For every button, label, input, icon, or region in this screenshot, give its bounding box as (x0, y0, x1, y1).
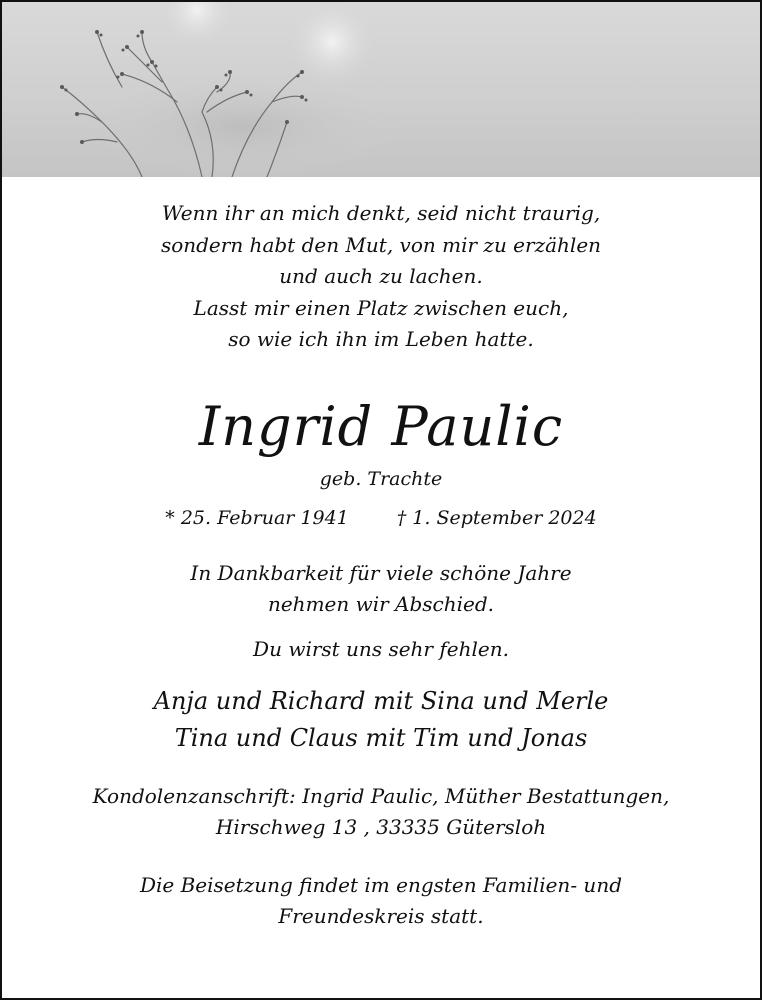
maiden-name: geb. Trachte (319, 467, 443, 490)
poem (2, 198, 760, 356)
address-line: Kondolenzanschrift: Ingrid Paulic, Müther Bestattungen, (92, 783, 670, 808)
thanks-line: In Dankbarkeit für viele schöne Jahre (190, 560, 572, 585)
thanks-line: nehmen wir Abschied. (267, 592, 495, 616)
family-members (2, 683, 760, 757)
death-date: † 1. September 2024 (396, 506, 597, 529)
family-line: Tina und Claus mit Tim und Jonas (174, 723, 588, 752)
obituary-text (2, 177, 760, 933)
missed-text: Du wirst uns sehr fehlen. (253, 636, 509, 661)
life-dates (2, 505, 760, 531)
dried-flowers-illustration (2, 2, 760, 177)
condolence-address (2, 781, 760, 844)
family-line: Anja und Richard mit Sina und Merle (153, 686, 609, 715)
poem-line: so wie ich ihn im Leben hatte. (228, 327, 534, 351)
poem-line: und auch zu lachen. (279, 264, 483, 288)
poem-line: Wenn ihr an mich denkt, seid nicht traurig, (161, 201, 601, 225)
funeral-line: Die Beisetzung findet im engsten Familien- und (139, 872, 622, 897)
funeral-line: Freundeskreis statt. (278, 904, 484, 928)
header-photo-dried-flowers (2, 2, 760, 177)
poem-line: Lasst mir einen Platz zwischen euch, (193, 295, 569, 320)
poem-line: sondern habt den Mut, von mir zu erzählen (160, 232, 602, 257)
funeral-note (2, 870, 760, 933)
deceased-name: Ingrid Paulic (198, 394, 564, 458)
address-line: Hirschweg 13 , 33335 Gütersloh (215, 815, 547, 839)
birth-date: * 25. Februar 1941 (165, 506, 349, 529)
thanks-text (2, 558, 760, 621)
